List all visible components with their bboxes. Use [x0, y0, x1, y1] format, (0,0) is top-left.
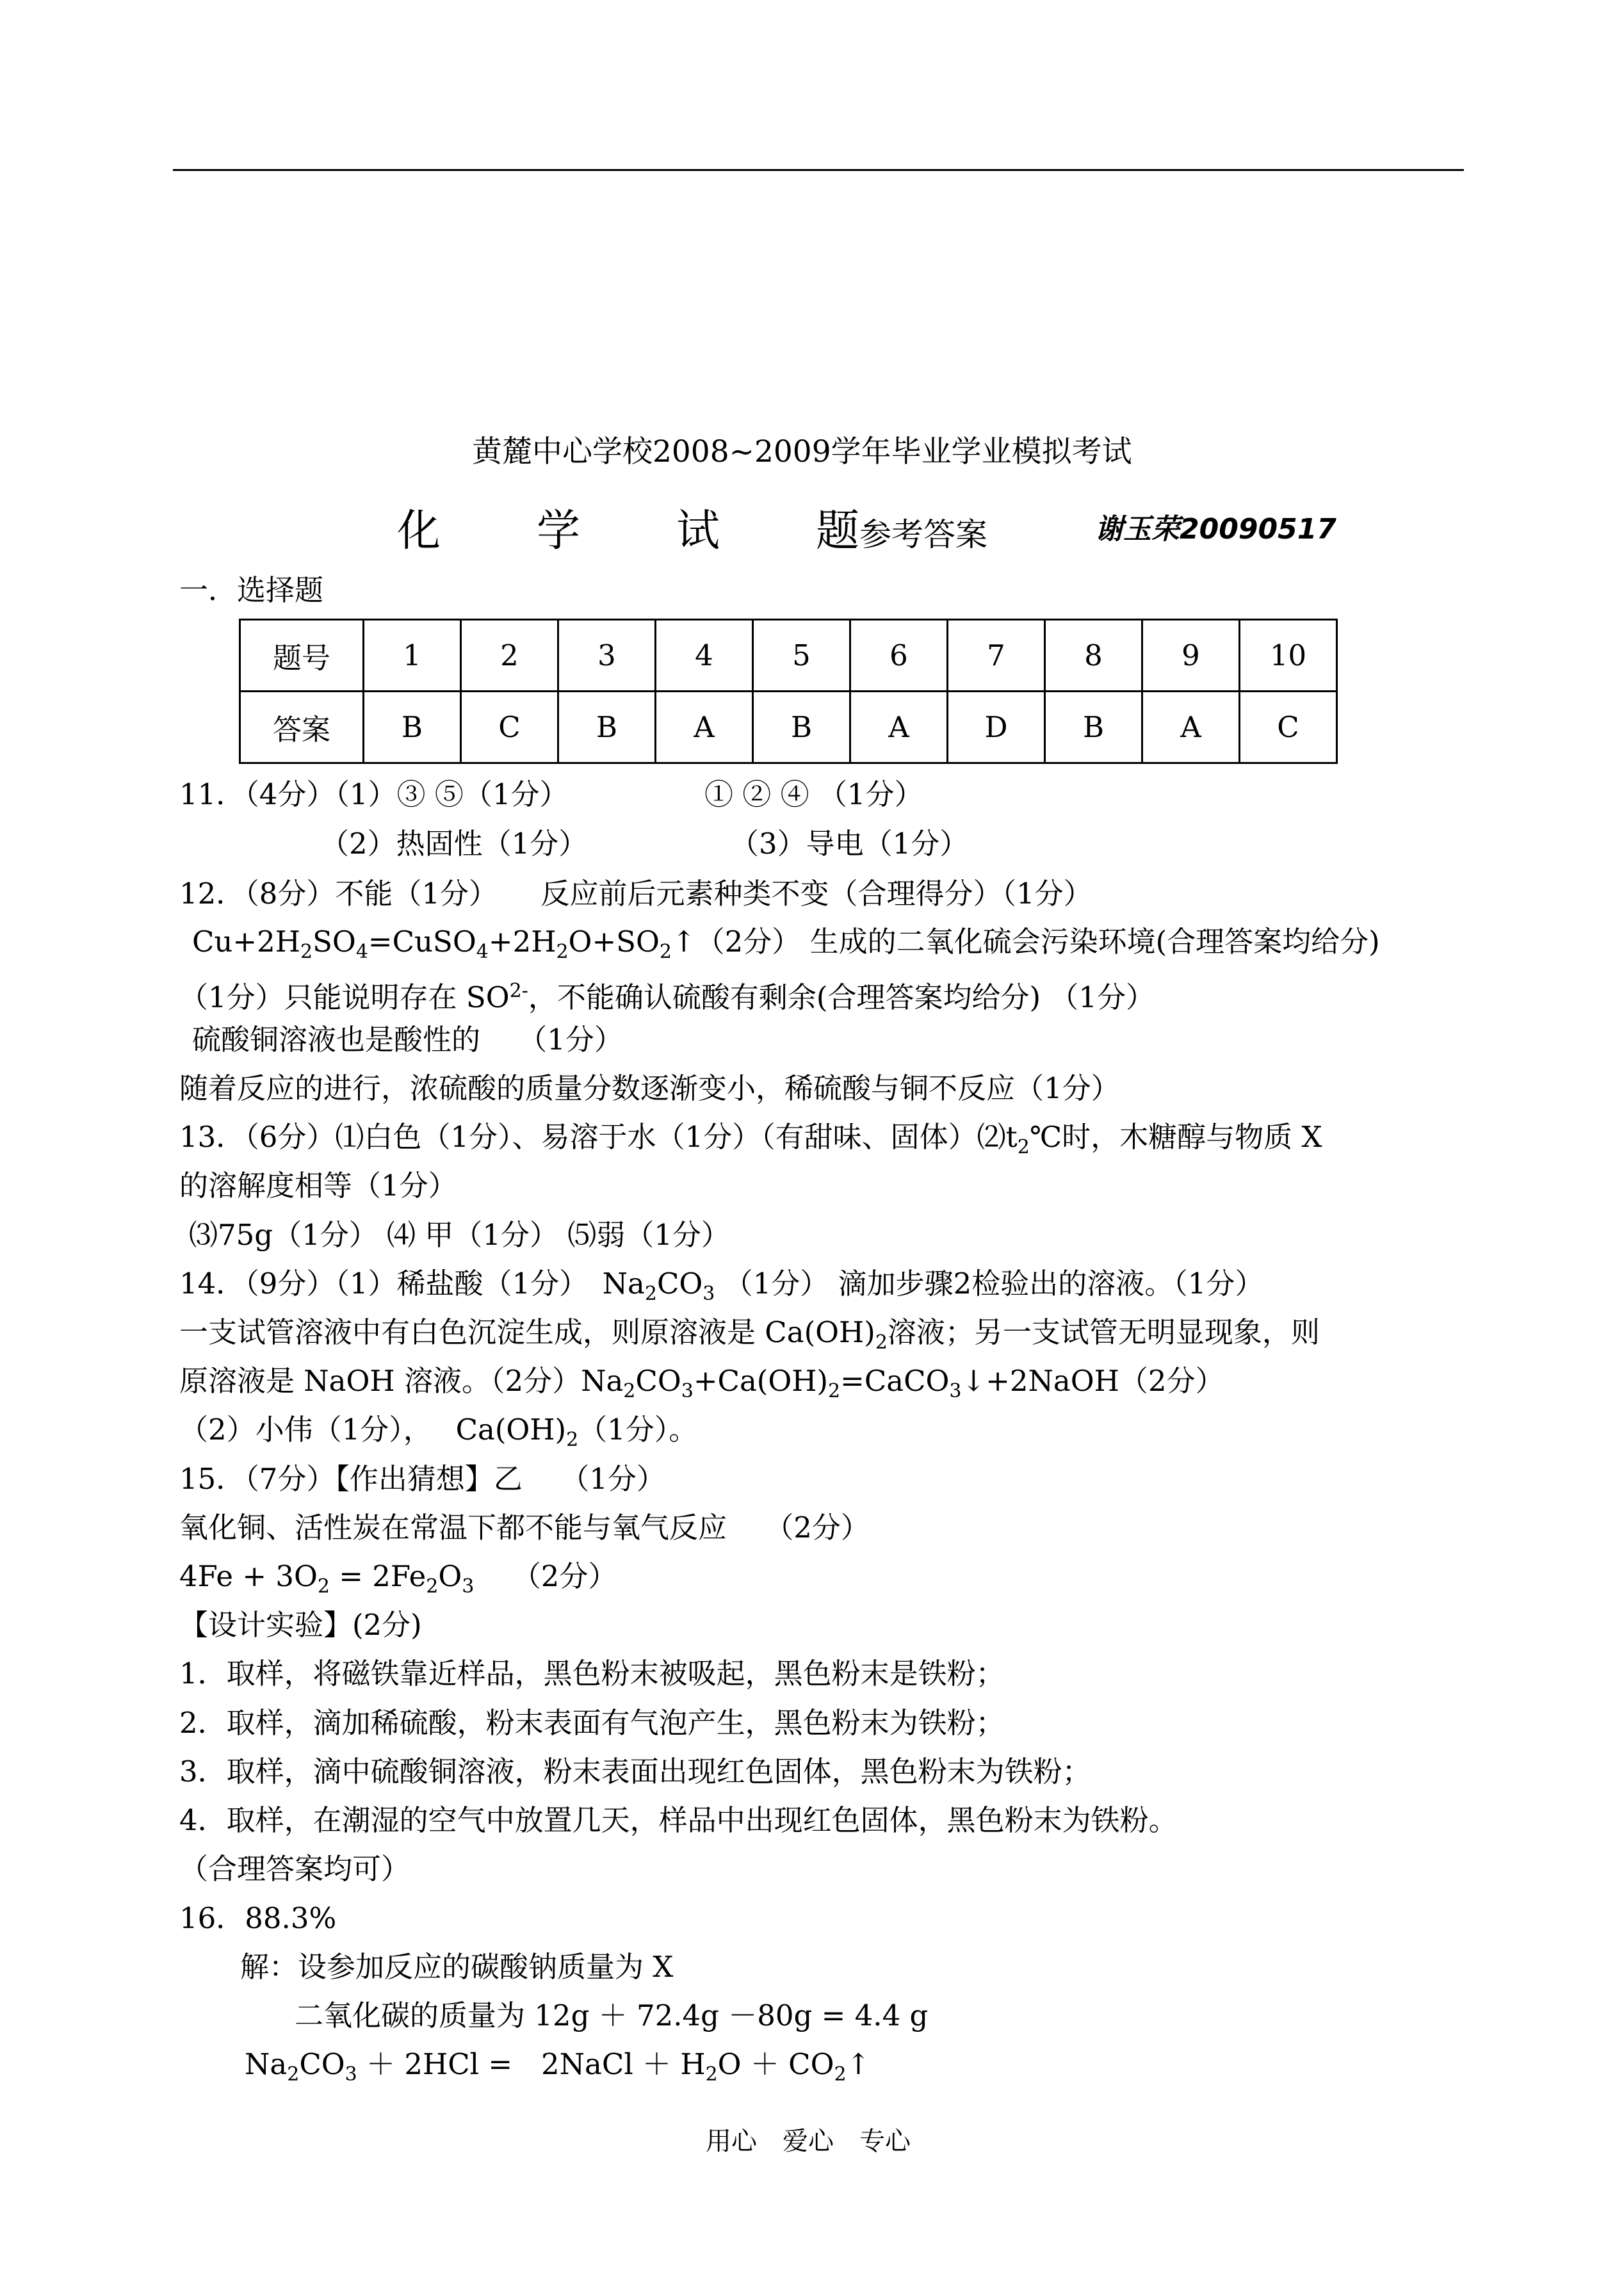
- answer-line: [179, 1265, 1263, 1313]
- list-item: 4．取样，在潮湿的空气中放置几天，样品中出现红色固体，黑色粉末为铁粉。: [179, 1803, 1178, 1837]
- table-cell: 9: [1142, 620, 1240, 692]
- answer-line: 15．（7分）【作出猜想】乙 （1分）: [179, 1462, 665, 1496]
- answer-line: [179, 972, 1155, 1017]
- answer-line: ① ② ④ （1分）: [704, 777, 923, 811]
- text-run: CO: [656, 1267, 703, 1301]
- text-run: （2分）: [474, 1559, 617, 1593]
- list-item: 1．取样，将磁铁靠近样品，黑色粉末被吸起，黑色粉末是铁粉；: [179, 1657, 1005, 1691]
- table-cell: 4: [656, 620, 753, 692]
- table-cell: 10: [1240, 620, 1337, 692]
- text-run: +2H: [488, 925, 556, 959]
- table-cell: C: [1240, 692, 1337, 763]
- answer-line: 12．（8分）不能（1分） 反应前后元素种类不变（合理得分）（1分）: [179, 877, 1092, 911]
- text-run: Cu+2H: [192, 925, 300, 959]
- subscript: 2: [705, 2063, 718, 2086]
- table-cell: 6: [850, 620, 948, 692]
- section-heading: 一．选择题: [179, 573, 324, 607]
- text-run: =CaCO: [840, 1364, 950, 1398]
- answer-line: 解：设参加反应的碳酸钠质量为 X: [240, 1950, 674, 1984]
- answer-line: 【设计实验】(2分): [179, 1608, 422, 1642]
- answer-line: 11．（4分）（1）③ ⑤（1分）: [179, 777, 569, 811]
- subscript: 3: [345, 2063, 357, 2086]
- text-run: =CuSO: [368, 925, 476, 959]
- subscript: 2: [875, 1331, 888, 1354]
- text-run: CO: [299, 2047, 345, 2081]
- text-run: O ＋ CO: [717, 2047, 834, 2081]
- text-run: （1分）只能说明存在 SO: [179, 980, 510, 1014]
- table-cell: A: [1142, 692, 1240, 763]
- answer-line: 随着反应的进行，浓硫酸的质量分数逐渐变小，稀硫酸与铜不反应（1分）: [179, 1071, 1120, 1105]
- table-cell: C: [461, 692, 558, 763]
- text-run: 一支试管溶液中有白色沉淀生成，则原溶液是 Ca(OH): [179, 1315, 875, 1349]
- header-rule: [173, 169, 1464, 171]
- subscript: 2: [300, 941, 313, 963]
- text-run: ↓+2NaOH（2分）: [961, 1364, 1224, 1398]
- text-run: CO: [635, 1364, 681, 1398]
- answer-table: [239, 619, 1338, 764]
- subscript: 3: [462, 1575, 475, 1598]
- answer-line: [179, 1362, 1224, 1411]
- subscript: 2: [659, 941, 672, 963]
- subscript: 2: [426, 1575, 439, 1598]
- answer-line: 氧化铜、活性炭在常温下都不能与氧气反应 （2分）: [179, 1511, 870, 1545]
- answer-line: （2）热固性（1分）: [320, 827, 588, 861]
- subscript: 4: [355, 941, 368, 963]
- text-run: 14．（9分）（1）稀盐酸（1分） Na: [179, 1267, 645, 1301]
- row-label: 答案: [240, 692, 364, 763]
- answer-line: [179, 1313, 1320, 1362]
- text-run: Na: [245, 2047, 288, 2081]
- table-cell: 1: [364, 620, 461, 692]
- subscript: 2: [556, 941, 569, 963]
- answer-line: 硫酸铜溶液也是酸性的 （1分）: [192, 1023, 623, 1057]
- subscript: 2: [1017, 1136, 1030, 1158]
- subscript: 2: [566, 1429, 579, 1451]
- subscript: 4: [476, 941, 489, 963]
- equation-line: [245, 2045, 870, 2094]
- table-cell: 3: [558, 620, 656, 692]
- table-cell: B: [364, 692, 461, 763]
- subscript: 2: [623, 1380, 636, 1402]
- text-run: 溶液；另一支试管无明显现象，则: [887, 1315, 1320, 1349]
- page-footer: 用心 爱心 专心: [706, 2127, 911, 2156]
- table-row: [240, 692, 1337, 763]
- subscript: 3: [949, 1380, 962, 1402]
- text-run: ℃时，木糖醇与物质 X: [1029, 1120, 1322, 1154]
- table-cell: 5: [753, 620, 850, 692]
- text-run: ＋ 2HCl = 2NaCl ＋ H: [357, 2047, 706, 2081]
- text-run: +Ca(OH): [693, 1364, 829, 1398]
- equation-line: [179, 1557, 617, 1606]
- text-run: O+SO: [568, 925, 660, 959]
- text-run: 4Fe + 3O: [179, 1559, 318, 1593]
- table-row: [240, 620, 1337, 692]
- title-char: 题: [816, 506, 860, 556]
- answer-line: ⑶75g（1分） ⑷ 甲（1分） ⑸弱（1分）: [189, 1218, 730, 1252]
- title-char: 试: [676, 506, 720, 556]
- answer-line: （合理答案均可）: [179, 1852, 410, 1886]
- subscript: 2: [834, 2063, 847, 2086]
- title-char: 学: [537, 506, 581, 556]
- table-cell: B: [558, 692, 656, 763]
- school-exam-title: 黄麓中心学校2008~2009学年毕业学业模拟考试: [472, 434, 1132, 469]
- table-cell: A: [850, 692, 948, 763]
- answer-line: 二氧化碳的质量为 12g ＋ 72.4g －80g = 4.4 g: [295, 1999, 929, 2032]
- author-signature: 谢玉荣20090517: [1095, 513, 1336, 546]
- equation-line: [192, 923, 1380, 971]
- answer-line: （3）导电（1分）: [730, 827, 969, 861]
- superscript: 2-: [509, 980, 528, 1002]
- text-run: 13．（6分）⑴白色（1分）、易溶于水（1分）（有甜味、固体）⑵t: [179, 1120, 1018, 1154]
- answer-line: 的溶解度相等（1分）: [179, 1169, 457, 1203]
- table-cell: 2: [461, 620, 558, 692]
- list-item: 3．取样，滴中硫酸铜溶液，粉末表面出现红色固体，黑色粉末为铁粉；: [179, 1755, 1091, 1788]
- text-run: 原溶液是 NaOH 溶液。（2分）Na: [179, 1364, 624, 1398]
- text-run: （2）小伟（1分）， Ca(OH): [179, 1413, 567, 1447]
- table-cell: 7: [948, 620, 1045, 692]
- answer-line: [179, 1118, 1322, 1167]
- title-char: 化: [397, 506, 441, 556]
- table-cell: D: [948, 692, 1045, 763]
- text-run: （1分）。: [578, 1413, 698, 1447]
- answer-line: 16．88.3%: [179, 1901, 337, 1935]
- subscript: 2: [828, 1380, 841, 1402]
- subscript: 2: [317, 1575, 330, 1598]
- table-cell: 8: [1045, 620, 1142, 692]
- text-run: （1分） 滴加步骤2检验出的溶液。（1分）: [715, 1267, 1264, 1301]
- text-run: SO: [313, 925, 356, 959]
- subscript: 3: [681, 1380, 694, 1402]
- text-run: ↑: [846, 2047, 871, 2081]
- title-suffix: 参考答案: [859, 516, 988, 553]
- row-label: 题号: [240, 620, 364, 692]
- text-run: ↑（2分） 生成的二氧化硫会污染环境(合理答案均给分): [671, 925, 1380, 959]
- table-cell: B: [1045, 692, 1142, 763]
- subscript: 3: [702, 1283, 715, 1305]
- table-cell: B: [753, 692, 850, 763]
- table-cell: A: [656, 692, 753, 763]
- text-run: O: [438, 1559, 462, 1593]
- text-run: ，不能确认硫酸有剩余(合理答案均给分) （1分）: [528, 980, 1155, 1014]
- subscript: 2: [287, 2063, 300, 2086]
- text-run: = 2Fe: [329, 1559, 426, 1593]
- answer-line: [179, 1411, 697, 1459]
- list-item: 2．取样，滴加稀硫酸，粉末表面有气泡产生，黑色粉末为铁粉；: [179, 1706, 1005, 1740]
- page-title: [397, 496, 987, 558]
- subscript: 2: [644, 1283, 657, 1305]
